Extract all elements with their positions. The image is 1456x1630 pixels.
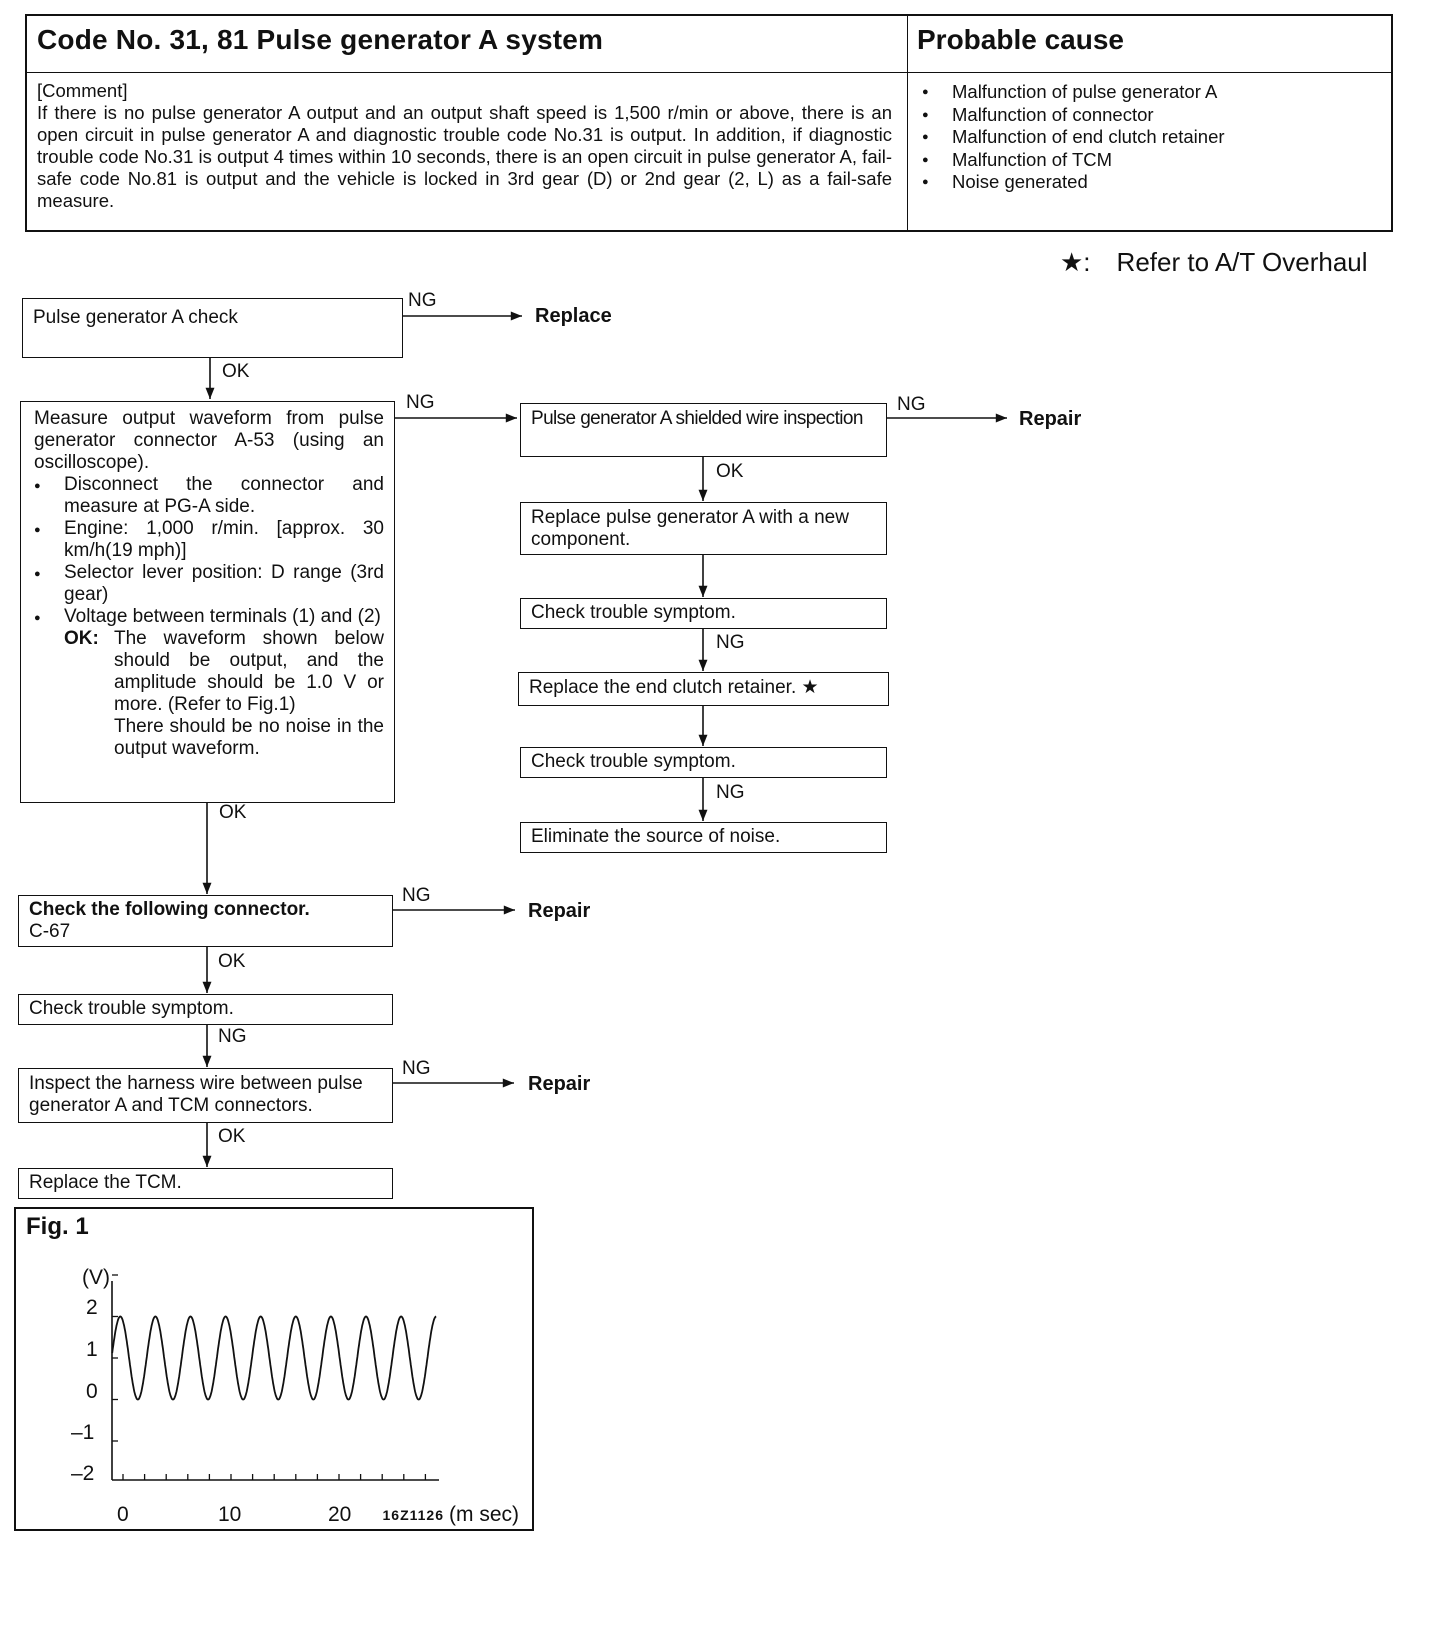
repair-action: Repair [1019, 408, 1082, 430]
ng-label: NG [218, 1026, 247, 1047]
ok-criteria-label: OK: [64, 628, 99, 649]
cause-item: ● Malfunction of pulse generator A [922, 81, 1225, 104]
comment-text: If there is no pulse generator A output and an output shaft speed is 1,500 r/min or above, there is an open circuit in pulse generator A and diagnostic trouble code No.31 is output. In addition, if diagnostic trouble code No.31 is output 4 times within 10 seconds, there is an open circuit in pulse generator A, fail-safe code No.81 is output and the vehicle is locked in 3rd gear (D) or 2nd gear (2, L) as a fail-safe measure. [37, 102, 892, 211]
pg-check-step [22, 298, 403, 358]
star-legend-symbol: ★: [1060, 247, 1091, 277]
ok-label: OK [716, 461, 744, 482]
y-tick-label: –1 [71, 1421, 95, 1444]
ok-criteria [34, 628, 384, 760]
measure-bullet: ● Engine: 1,000 r/min. [approx. 30 km/h(19 mph)] [34, 518, 384, 562]
ok-criteria-text: The waveform shown below should be output, and the amplitude should be 1.0 V or more. (Refer to Fig.1) [114, 628, 384, 715]
x-tick-label: 0 [117, 1503, 129, 1526]
y-axis-label: (V) [82, 1266, 110, 1289]
shield-inspection-label: Pulse generator A shielded wire inspection [531, 408, 863, 429]
x-tick-label: 10 [218, 1503, 242, 1526]
figure-1 [14, 1207, 534, 1531]
harness-inspect-step [18, 1068, 393, 1123]
measure-title: Measure output waveform from pulse generator connector A-53 (using an oscilloscope). [34, 408, 384, 473]
measure-waveform-step [20, 401, 395, 803]
cause-item: ● Malfunction of connector [922, 104, 1225, 127]
y-tick-label: –2 [71, 1462, 95, 1485]
measure-bullet: ● Voltage between terminals (1) and (2) [34, 606, 384, 628]
cause-item: ● Noise generated [922, 171, 1225, 194]
replace-retainer-label: Replace the end clutch retainer. ★ [529, 677, 819, 698]
eliminate-noise-label: Eliminate the source of noise. [531, 826, 781, 847]
harness-inspect-label: Inspect the harness wire between pulse generator A and TCM connectors. [29, 1073, 363, 1116]
waveform-line [112, 1317, 436, 1400]
ng-label: NG [402, 885, 431, 906]
ok-label: OK [222, 361, 250, 382]
replace-tcm-step [18, 1168, 393, 1199]
page-title: Code No. 31, 81 Pulse generator A system [37, 24, 604, 55]
legend-text: Refer to A/T Overhaul [1116, 247, 1368, 277]
replace-pg-label: Replace pulse generator A with a new component. [531, 507, 849, 550]
measure-bullet: ● Disconnect the connector and measure at PG-A side. [34, 474, 384, 518]
replace-tcm-label: Replace the TCM. [29, 1172, 182, 1193]
repair-action: Repair [528, 900, 591, 922]
ok-criteria-text: There should be no noise in the output waveform. [114, 716, 384, 759]
replace-retainer-step [518, 672, 889, 706]
ng-label: NG [716, 782, 745, 803]
pg-check-label: Pulse generator A check [33, 307, 238, 328]
shield-inspection-step [520, 403, 887, 457]
measure-bullet: ● Selector lever position: D range (3rd gear) [34, 562, 384, 606]
check-symptom-label: Check trouble symptom. [531, 751, 736, 772]
x-tick-label: 20 [328, 1503, 352, 1526]
check-symptom-label: Check trouble symptom. [29, 998, 234, 1019]
ok-label: OK [218, 951, 246, 972]
connector-check-step [18, 895, 393, 947]
ok-label: OK [218, 1126, 246, 1147]
repair-action: Repair [528, 1073, 591, 1095]
waveform-plot [16, 1209, 532, 1529]
ng-label: NG [716, 632, 745, 653]
cause-item: ● Malfunction of end clutch retainer [922, 126, 1225, 149]
ng-label: NG [402, 1058, 431, 1079]
figure-title: Fig. 1 [26, 1213, 89, 1240]
replace-pg-step [520, 502, 887, 555]
comment-label: [Comment] [37, 80, 128, 101]
check-symptom-step [520, 747, 887, 778]
ok-label: OK [219, 802, 247, 823]
eliminate-noise-step [520, 822, 887, 853]
check-symptom-step [18, 994, 393, 1025]
cause-item: ● Malfunction of TCM [922, 149, 1225, 172]
connector-check-title: Check the following connector. [29, 899, 310, 920]
ng-label: NG [897, 394, 926, 415]
y-tick-label: 0 [86, 1380, 98, 1403]
figure-code: 16Z1126 [382, 1507, 444, 1523]
connector-id: C-67 [29, 921, 71, 942]
y-tick-label: 2 [86, 1296, 98, 1319]
y-tick-label: 1 [86, 1338, 98, 1361]
ng-label: NG [406, 392, 435, 413]
check-symptom-label: Check trouble symptom. [531, 602, 736, 623]
replace-action: Replace [535, 305, 612, 327]
ng-label: NG [408, 290, 437, 311]
cause-heading: Probable cause [917, 24, 1124, 55]
check-symptom-step [520, 598, 887, 629]
x-axis-label: (m sec) [449, 1503, 519, 1526]
